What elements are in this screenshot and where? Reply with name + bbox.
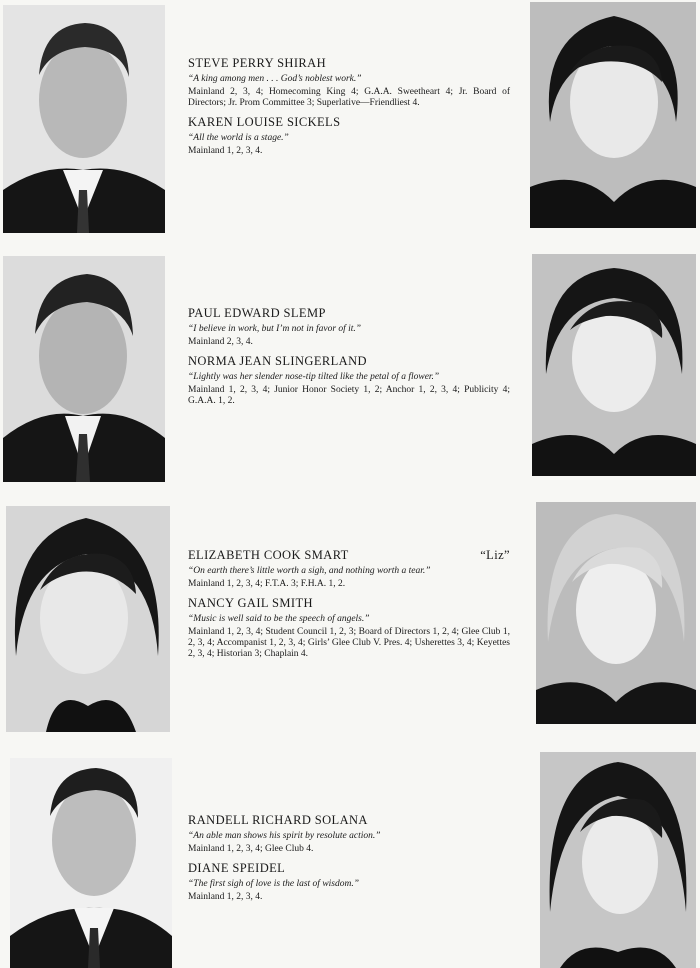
- text-block-row3: [188, 548, 510, 666]
- text-block-row2: [188, 306, 510, 413]
- student-activities: Mainland 1, 2, 3, 4.: [188, 892, 263, 902]
- portrait-norma-slingerland: [532, 254, 696, 476]
- portrait-elizabeth-smart: [6, 506, 170, 732]
- student-quote: “I believe in work, but I’m not in favor of it.”: [188, 324, 362, 334]
- student-activities: Mainland 2, 3, 4.: [188, 337, 253, 347]
- text-block-row4: [188, 813, 510, 909]
- portrait-nancy-smith: [536, 502, 696, 724]
- student-name: DIANE SPEIDEL: [188, 861, 286, 875]
- entry-steve-shirah: [188, 56, 510, 109]
- student-name: PAUL EDWARD SLEMP: [188, 306, 326, 320]
- student-nickname: “Liz”: [480, 548, 510, 562]
- entry-diane-speidel: [188, 861, 510, 903]
- student-name: NORMA JEAN SLINGERLAND: [188, 354, 367, 368]
- student-quote: “Music is well said to be the speech of angels.”: [188, 614, 370, 624]
- text-block-row1: [188, 56, 510, 163]
- entry-karen-sickels: [188, 115, 510, 157]
- student-activities: Mainland 1, 2, 3, 4; Student Council 1, 2, 3; Board of Directors 1, 2, 4; Glee Club 1, 2, 3, 4; Accompanist 1, 2, 3, 4; Girls’ Glee Club V. Pres. 4; Usherettes 3, 4; Keyettes 2, 3, 4; Historian 3; Chaplain 4.: [188, 627, 510, 659]
- student-activities: Mainland 2, 3, 4; Homecoming King 4; G.A.A. Sweetheart 4; Jr. Board of Directors; Jr. Prom Committee 3; Superlative—Friendliest 4.: [188, 87, 510, 108]
- portrait-steve-shirah: [3, 5, 165, 233]
- portrait-karen-sickels: [530, 2, 696, 228]
- student-activities: Mainland 1, 2, 3, 4; Junior Honor Society 1, 2; Anchor 1, 2, 3, 4; Publicity 4; G.A.A. 1, 2.: [188, 385, 510, 406]
- portrait-randell-solana: [10, 758, 172, 968]
- student-name-with-nickname: [188, 548, 510, 563]
- student-activities: Mainland 1, 2, 3, 4; F.T.A. 3; F.H.A. 1, 2.: [188, 579, 346, 589]
- student-name: ELIZABETH COOK SMART: [188, 548, 349, 562]
- student-quote: “All the world is a stage.”: [188, 133, 289, 143]
- student-name: NANCY GAIL SMITH: [188, 596, 313, 610]
- student-activities: Mainland 1, 2, 3, 4; Glee Club 4.: [188, 844, 314, 854]
- student-quote: “The first sigh of love is the last of wisdom.”: [188, 879, 360, 889]
- entry-norma-slingerland: [188, 354, 510, 407]
- student-quote: “A king among men . . . God’s noblest work.”: [188, 74, 362, 84]
- student-quote: “Lightly was her slender nose-tip tilted like the petal of a flower.”: [188, 372, 440, 382]
- student-name: RANDELL RICHARD SOLANA: [188, 813, 368, 827]
- entry-elizabeth-smart: [188, 548, 510, 590]
- student-name: KAREN LOUISE SICKELS: [188, 115, 341, 129]
- portrait-diane-speidel: [540, 752, 696, 968]
- entry-randell-solana: [188, 813, 510, 855]
- entry-paul-slemp: [188, 306, 510, 348]
- entry-nancy-smith: [188, 596, 510, 660]
- student-activities: Mainland 1, 2, 3, 4.: [188, 146, 263, 156]
- student-name: STEVE PERRY SHIRAH: [188, 56, 327, 70]
- portrait-paul-slemp: [3, 256, 165, 482]
- student-quote: “On earth there’s little worth a sigh, and nothing worth a tear.”: [188, 566, 431, 576]
- student-quote: “An able man shows his spirit by resolute action.”: [188, 831, 381, 841]
